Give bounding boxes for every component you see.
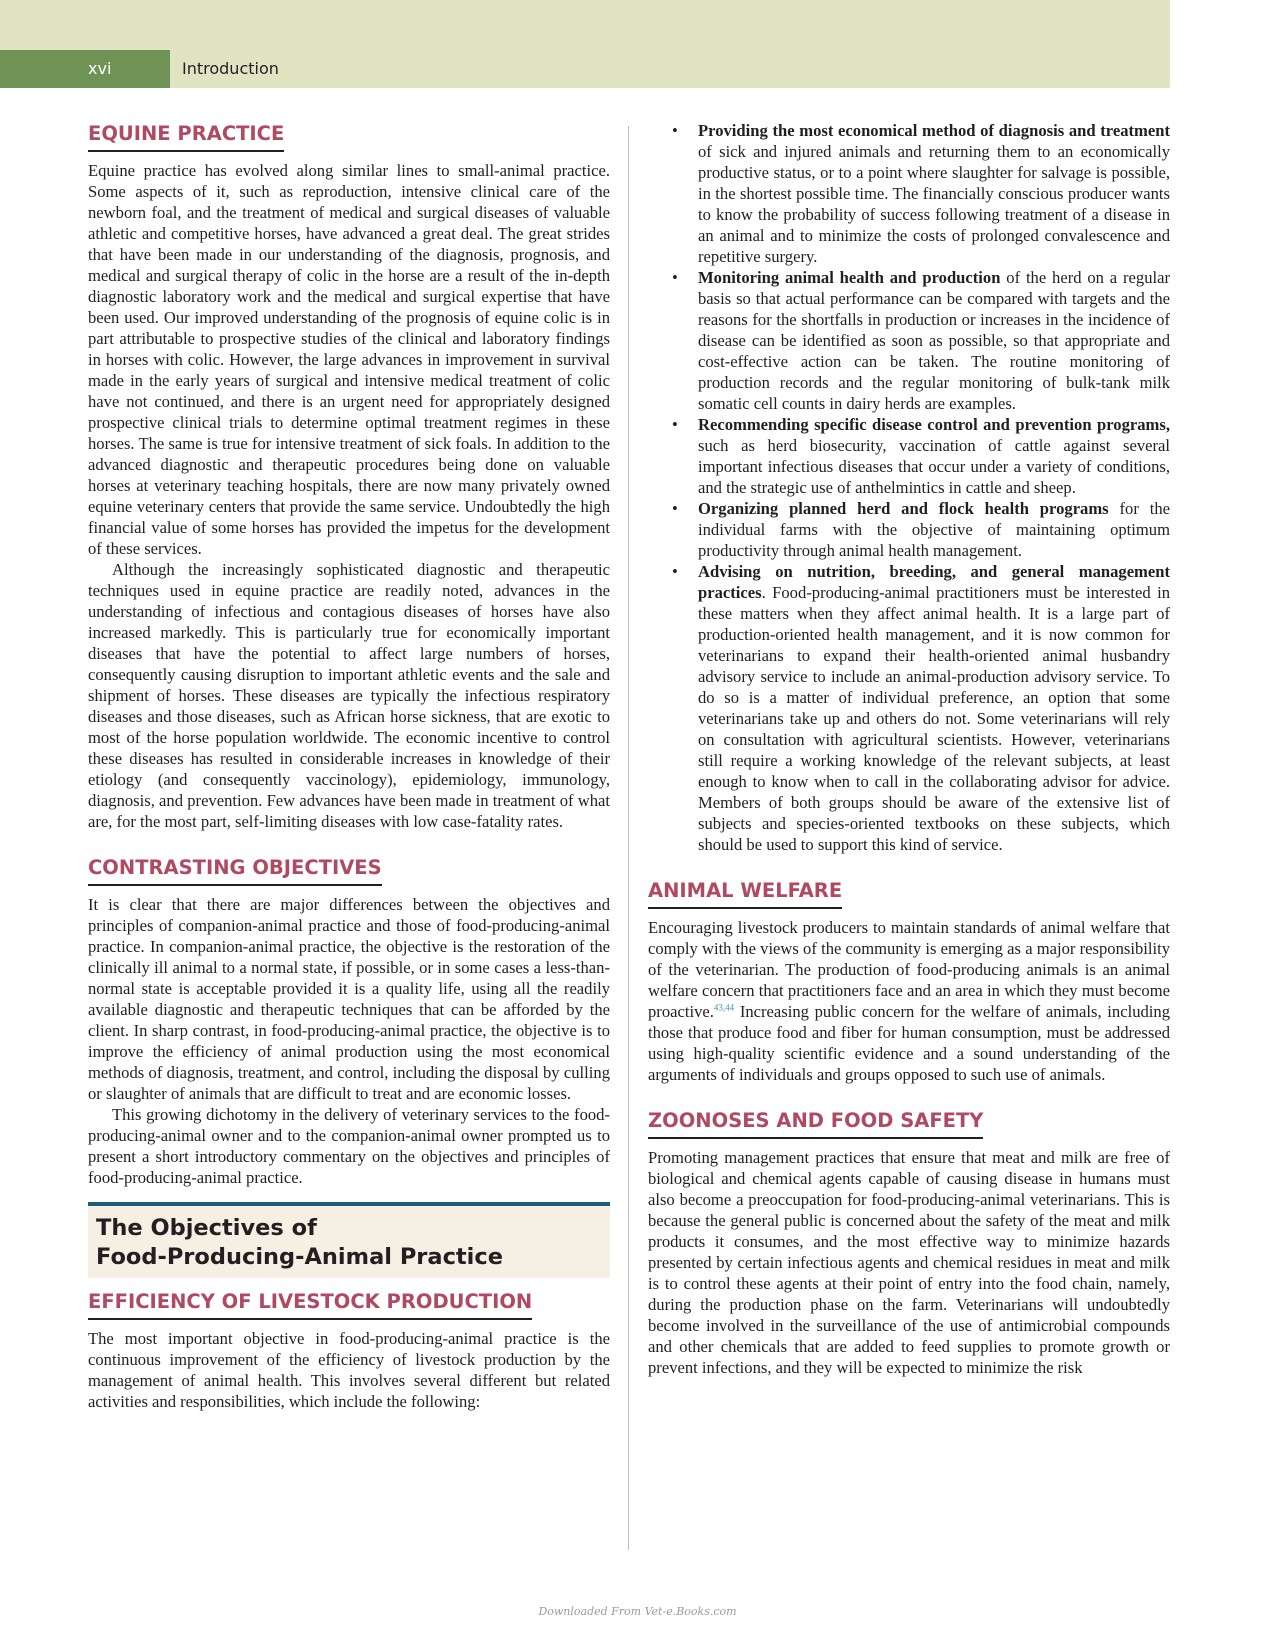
welfare-paragraph-1 [648,917,1170,1085]
heading-efficiency-livestock-production: EFFICIENCY OF LIVESTOCK PRODUCTION [88,1288,532,1320]
column-divider [628,126,629,1550]
objectives-box-title-line1: The Objectives of [96,1215,317,1241]
welfare-text-b: Increasing public concern for the welfare of animals, including those that produce food and fiber for human consumption, must be addressed using high-quality scientific evidence and a sound understanding of the arguments of individuals and groups opposed to such use of animals. [648,1002,1170,1084]
heading-animal-welfare: ANIMAL WELFARE [648,877,842,909]
objectives-box [88,1202,610,1278]
list-item-lead: Monitoring animal health and production [698,268,1001,287]
list-item-lead: Advising on nutrition, breeding, and general management practices [698,562,1170,602]
list-item-text: . Food-producing-animal practitioners must be interested in these matters when they affect animal health. It is a large part of production-oriented health management, and it is now common for veterinarians to expand their health-oriented animal husbandry advisory service to include an animal-production advisory service. To do so is a matter of individual preference, an option that some veterinarians take up and others do not. Some veterinarians will rely on consultation with agricultural scientists. However, veterinarians still require a working knowledge of the relevant subjects, at least enough to know when to call in the collaborating advisor for advice. Members of both groups should be aware of the extensive list of subjects and species-oriented textbooks on these subjects, which should be used to support this kind of service. [698,583,1170,854]
heading-equine-practice: EQUINE PRACTICE [88,120,284,152]
list-item-lead: Recommending specific disease control and prevention programs, [698,415,1170,434]
right-column [648,120,1170,1378]
list-item [698,267,1170,414]
zoonoses-paragraph-1: Promoting management practices that ensure that meat and milk are free of biological and chemical agents capable of causing disease in humans must also become a preoccupation for food-producing-animal veterinarians. This is because the general public is concerned about the safety of the meat and milk products it consumes, and the most effective way to minimize hazards presented by certain infectious agents and chemical residues in meat and milk is to control these agents at their point of entry into the food chain, namely, during the production phase on the farm. Veterinarians will undoubtedly become involved in the surveillance of the use of antimicrobial compounds and other chemicals that are added to feed supplies to promote growth or prevent infections, and they will be expected to minimize the risk [648,1148,1170,1377]
list-item-lead: Providing the most economical method of diagnosis and treatment [698,121,1170,140]
welfare-text-a: Encouraging livestock producers to maintain standards of animal welfare that comply with the views of the community is emerging as a major responsibility of the veterinarian. The production of food-producing animals is an animal welfare concern that practitioners face and an area in which they must become proactive. [648,918,1170,1021]
download-watermark: Downloaded From Vet-e.Books.com [538,1605,737,1618]
left-column [88,120,610,1412]
list-item [698,414,1170,498]
page-number: xvi [0,50,170,88]
header-band [0,0,1170,88]
heading-zoonoses-food-safety: ZOONOSES AND FOOD SAFETY [648,1107,983,1139]
efficiency-paragraph-1: The most important objective in food-producing-animal practice is the continuous improvement of the efficiency of livestock production by the management of animal health. This involves several different but related activities and responsibilities, which include the following: [88,1329,610,1411]
list-item-text: such as herd biosecurity, vaccination of cattle against several important infectious diseases that occur under a variety of conditions, and the strategic use of anthelmintics in cattle and sheep. [698,436,1170,497]
list-item [698,498,1170,561]
list-item-text: of the herd on a regular basis so that actual performance can be compared with targets and the reasons for the shortfalls in production or increases in the incidence of disease can be identified as soon as possible, so that appropriate and cost-effective action can be taken. The routine monitoring of production records and the regular monitoring of bulk-tank milk somatic cell counts in dairy herds are examples. [698,268,1170,413]
running-head: Introduction [182,59,279,78]
citation-link[interactable]: 43,44 [713,1002,735,1013]
list-item [698,561,1170,855]
objectives-box-title-line2: Food-Producing-Animal Practice [96,1244,503,1270]
equine-paragraph-2: Although the increasingly sophisticated diagnostic and therapeutic techniques used in equine practice are readily noted, advances in the understanding of infectious and contagious diseases of horses have also increased markedly. This is particularly true for economically important diseases that have the potential to affect large numbers of horses, consequently causing disruption to important athletic events and the sale and shipment of horses. These diseases are typically the infectious respiratory diseases and those diseases, such as African horse sickness, that are exotic to most of the horse population worldwide. The economic incentive to control these diseases has resulted in considerable increases in knowledge of their etiology (and consequently vaccinology), epidemiology, immunology, diagnosis, and prevention. Few advances have been made in treatment of what are, for the most part, self-limiting diseases with low case-fatality rates. [88,560,610,831]
list-item-text: for the individual farms with the objective of maintaining optimum productivity through animal health management. [698,499,1170,560]
contrasting-paragraph-2: This growing dichotomy in the delivery of veterinary services to the food-producing-animal owner and to the companion-animal owner prompted us to present a short introductory commentary on the objectives and principles of food-producing-animal practice. [88,1105,610,1187]
list-item [698,120,1170,267]
list-item-text: of sick and injured animals and returning them to an economically productive status, or to a point where slaughter for salvage is possible, in the shortest possible time. The financially conscious producer wants to know the probability of success following treatment of a disease in an animal and to minimize the costs of prolonged convalescence and repetitive surgery. [698,142,1170,266]
equine-paragraph-1: Equine practice has evolved along similar lines to small-animal practice. Some aspects of it, such as reproduction, intensive clinical care of the newborn foal, and the treatment of medical and surgical diseases of valuable athletic and competitive horses, have advanced a great deal. The great strides that have been made in our understanding of the diagnosis, prognosis, and medical and surgical therapy of colic in the horse are a result of the in-depth diagnostic laboratory work and the medical and surgical expertise that have been used. Our improved understanding of the prognosis of equine colic is in part attributable to prospective studies of the clinical and laboratory findings in horses with colic. However, the large advances in improvement in survival made in the early years of surgical and intensive medical treatment of colic have not continued, and there is an urgent need for appropriately designed prospective clinical trials to determine optimal treatment regimes in these horses. The same is true for intensive treatment of sick foals. In addition to the advanced diagnostic and therapeutic procedures being done on valuable horses at veterinary teaching hospitals, there are now many privately owned equine veterinary centers that provide the same service. Undoubtedly the high financial value of some horses has provided the impetus for the development of these services. [88,161,610,558]
heading-contrasting-objectives: CONTRASTING OBJECTIVES [88,854,382,886]
list-item-lead: Organizing planned herd and flock health programs [698,499,1109,518]
contrasting-paragraph-1: It is clear that there are major differences between the objectives and principles of companion-animal practice and those of food-producing-animal practice. In companion-animal practice, the objective is the restoration of the clinically ill animal to a normal state, if possible, or in some cases a less-than-normal state is acceptable provided it is a quality life, using all the readily available diagnostic and therapeutic techniques that can be afforded by the client. In sharp contrast, in food-producing-animal practice, the objective is to improve the efficiency of animal production using the most economical methods of diagnosis, treatment, and control, including the disposal by culling or slaughter of animals that are difficult to treat and are economic losses. [88,895,610,1103]
responsibilities-list [648,120,1170,855]
